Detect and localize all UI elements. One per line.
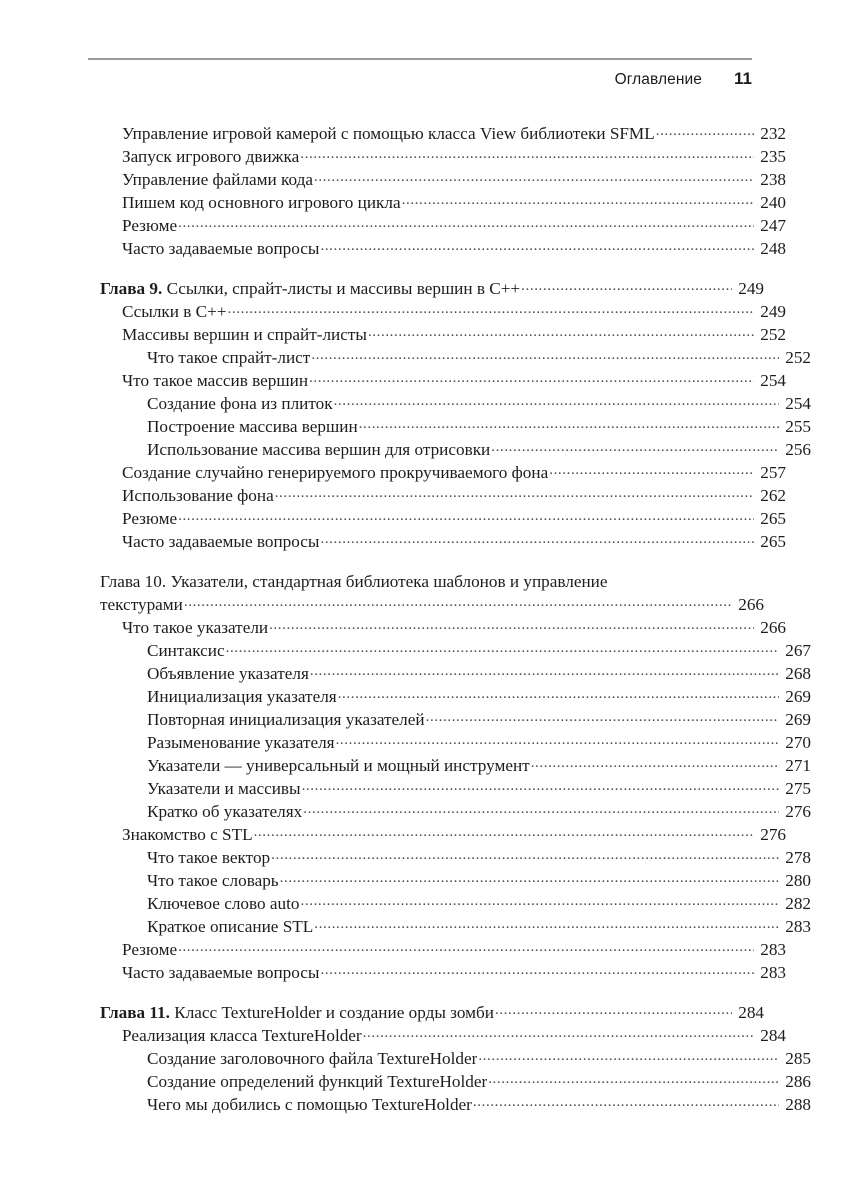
toc-entry-label: Чего мы добились с помощью TextureHolder [147, 1095, 472, 1114]
toc-entry[interactable] [88, 938, 786, 961]
toc-entry[interactable] [88, 415, 811, 438]
toc-dot-leader [310, 665, 779, 679]
toc-entry-label: Создание случайно генерируемого прокручиваемого фона [122, 463, 549, 482]
toc-entry[interactable] [88, 346, 811, 369]
toc-entry-label: Что такое указатели [122, 618, 269, 637]
toc-entry-label: Пишем код основного игрового цикла [122, 193, 401, 212]
toc-dot-leader [656, 125, 754, 139]
running-header [88, 58, 752, 89]
toc-entry-page-number: 283 [760, 963, 786, 982]
toc-entry-page-number: 235 [760, 147, 786, 166]
toc-entry-label: Массивы вершин и спрайт-листы [122, 325, 367, 344]
toc-dot-leader [303, 803, 779, 817]
toc-entry-label: Что такое массив вершин [122, 371, 309, 390]
toc-entry[interactable] [88, 639, 811, 662]
toc-group-chapter-9 [88, 277, 811, 553]
toc-entry[interactable] [88, 731, 811, 754]
toc-entry[interactable] [88, 484, 786, 507]
toc-entry-page-number: 252 [785, 348, 811, 367]
header-page-number: 11 [734, 69, 752, 88]
toc-dot-leader [426, 711, 779, 725]
toc-entry-page-number: 266 [738, 595, 764, 614]
header-line [88, 69, 752, 89]
toc-entry-label: Краткое описание STL [147, 917, 314, 936]
toc-entry-page-number: 266 [760, 618, 786, 637]
toc-entry[interactable] [88, 961, 786, 984]
toc-entry-page-number: 232 [760, 124, 786, 143]
toc-entry-label: Часто задаваемые вопросы [122, 239, 320, 258]
toc-entry-page-number: 283 [785, 917, 811, 936]
toc-entry[interactable] [88, 369, 786, 392]
toc-entry-label: Часто задаваемые вопросы [122, 532, 320, 551]
toc-entry-label-line1: Глава 10. Указатели, стандартная библиотека шаблонов и управление [100, 572, 608, 591]
toc-dot-leader [178, 217, 754, 231]
toc-entry-page-number: 269 [785, 687, 811, 706]
toc-group-chapter-8-tail [88, 122, 786, 260]
toc-dot-leader [271, 849, 779, 863]
toc-entry-page-number: 276 [760, 825, 786, 844]
toc-entry-label: Знакомство с STL [122, 825, 253, 844]
toc-entry-page-number: 270 [785, 733, 811, 752]
toc-entry-page-number: 271 [785, 756, 811, 775]
toc-entry-label: Что такое вектор [147, 848, 271, 867]
toc-dot-leader [178, 941, 754, 955]
toc-entry-page-number: 257 [760, 463, 786, 482]
toc-entry-page-number: 280 [785, 871, 811, 890]
toc-dot-leader [336, 734, 779, 748]
toc-dot-leader [184, 596, 732, 610]
toc-dot-leader [473, 1096, 779, 1110]
toc-dot-leader [491, 441, 779, 455]
toc-entry-label: Глава 11. Класс TextureHolder и создание орды зомби [100, 1003, 494, 1022]
toc-dot-leader [495, 1004, 732, 1018]
toc-entry-label: Построение массива вершин [147, 417, 358, 436]
toc-dot-leader [320, 533, 754, 547]
toc-dot-leader [228, 303, 754, 317]
toc-entry-label: Кратко об указателях [147, 802, 303, 821]
toc-dot-leader [302, 780, 779, 794]
table-of-contents [88, 122, 811, 1116]
toc-dot-leader [521, 280, 732, 294]
toc-dot-leader [549, 464, 754, 478]
toc-entry[interactable] [88, 1024, 786, 1047]
toc-entry[interactable] [88, 237, 786, 260]
toc-entry-page-number: 276 [785, 802, 811, 821]
toc-group-chapter-11 [88, 1001, 811, 1116]
toc-entry[interactable] [88, 1001, 764, 1024]
toc-dot-leader [311, 349, 779, 363]
toc-entry-label: Ключевое слово auto [147, 894, 300, 913]
toc-entry-label: Инициализация указателя [147, 687, 337, 706]
toc-chapter-prefix: Глава 11. [100, 1003, 170, 1022]
toc-entry-label: Глава 9. Ссылки, спрайт-листы и массивы вершин в C++ [100, 279, 521, 298]
toc-entry-page-number: 278 [785, 848, 811, 867]
toc-entry-page-number: 249 [738, 279, 764, 298]
toc-entry[interactable] [88, 168, 786, 191]
toc-entry-page-number: 240 [760, 193, 786, 212]
toc-entry[interactable] [88, 892, 811, 915]
toc-entry[interactable] [88, 685, 811, 708]
toc-dot-leader [368, 326, 754, 340]
toc-dot-leader [314, 918, 779, 932]
toc-entry-page-number: 248 [760, 239, 786, 258]
toc-dot-leader [320, 964, 754, 978]
toc-entry-page-number: 267 [785, 641, 811, 660]
toc-entry-page-number: 255 [785, 417, 811, 436]
toc-entry[interactable] [88, 1093, 811, 1116]
toc-entry[interactable] [88, 277, 764, 300]
toc-dot-leader [301, 895, 779, 909]
toc-dot-leader [320, 240, 754, 254]
toc-entry-label-line2 [100, 593, 764, 616]
toc-entry-page-number: 238 [760, 170, 786, 189]
toc-entry-label: Указатели и массивы [147, 779, 301, 798]
toc-entry-label: Создание заголовочного файла TextureHolder [147, 1049, 478, 1068]
toc-entry[interactable] [88, 214, 786, 237]
toc-dot-leader [478, 1050, 779, 1064]
toc-entry-label: Часто задаваемые вопросы [122, 963, 320, 982]
toc-entry-label: Объявление указателя [147, 664, 309, 683]
toc-entry[interactable] [88, 145, 786, 168]
toc-entry[interactable] [88, 754, 811, 777]
toc-entry-page-number: 265 [760, 509, 786, 528]
toc-entry[interactable] [88, 616, 786, 639]
toc-entry[interactable] [88, 915, 811, 938]
toc-entry[interactable] [88, 662, 811, 685]
toc-entry-label: Разыменование указателя [147, 733, 335, 752]
toc-entry[interactable] [88, 507, 786, 530]
toc-entry[interactable] [88, 300, 786, 323]
toc-entry-page-number: 283 [760, 940, 786, 959]
toc-entry-page-number: 252 [760, 325, 786, 344]
toc-dot-leader [280, 872, 779, 886]
toc-entry-page-number: 265 [760, 532, 786, 551]
toc-entry[interactable] [88, 708, 811, 731]
toc-entry-page-number: 254 [760, 371, 786, 390]
toc-entry-label: Резюме [122, 940, 178, 959]
toc-entry-label: текстурами [100, 595, 183, 614]
toc-entry-label: Синтаксис [147, 641, 225, 660]
toc-dot-leader [178, 510, 754, 524]
toc-entry-page-number: 268 [785, 664, 811, 683]
toc-entry[interactable] [88, 438, 811, 461]
toc-entry[interactable] [88, 530, 786, 553]
toc-dot-leader [254, 826, 754, 840]
toc-entry-page-number: 284 [760, 1026, 786, 1045]
toc-dot-leader [359, 418, 779, 432]
toc-chapter-prefix: Глава 10. [100, 572, 167, 591]
toc-entry-label: Реализация класса TextureHolder [122, 1026, 362, 1045]
toc-entry[interactable] [88, 823, 786, 846]
toc-entry-label: Резюме [122, 216, 178, 235]
toc-group-chapter-10 [88, 570, 811, 984]
toc-entry-label: Что такое спрайт-лист [147, 348, 311, 367]
toc-dot-leader [334, 395, 779, 409]
toc-entry-page-number: 284 [738, 1003, 764, 1022]
toc-entry-page-number: 262 [760, 486, 786, 505]
toc-entry[interactable] [88, 461, 786, 484]
toc-dot-leader [226, 642, 779, 656]
toc-entry-page-number: 275 [785, 779, 811, 798]
toc-entry-page-number: 256 [785, 440, 811, 459]
toc-entry-label: Управление игровой камерой с помощью класса View библиотеки SFML [122, 124, 655, 143]
toc-dot-leader [269, 619, 754, 633]
toc-dot-leader [531, 757, 779, 771]
toc-entry[interactable] [88, 122, 786, 145]
toc-dot-leader [275, 487, 754, 501]
toc-entry-label: Указатели — универсальный и мощный инструмент [147, 756, 530, 775]
toc-entry-label: Создание определений функций TextureHolder [147, 1072, 488, 1091]
toc-entry-page-number: 285 [785, 1049, 811, 1068]
toc-dot-leader [338, 688, 779, 702]
toc-dot-leader [488, 1073, 779, 1087]
toc-entry-page-number: 247 [760, 216, 786, 235]
toc-entry[interactable] [88, 392, 811, 415]
toc-dot-leader [309, 372, 754, 386]
header-title: Оглавление [614, 71, 702, 88]
toc-entry[interactable] [88, 800, 811, 823]
toc-entry-page-number: 282 [785, 894, 811, 913]
toc-entry-label: Ссылки в C++ [122, 302, 227, 321]
toc-entry[interactable] [88, 1047, 811, 1070]
toc-entry[interactable] [88, 777, 811, 800]
toc-entry-label: Резюме [122, 509, 178, 528]
toc-entry-label: Использование фона [122, 486, 274, 505]
toc-entry[interactable] [88, 570, 764, 616]
toc-entry-label: Создание фона из плиток [147, 394, 333, 413]
toc-entry-label: Повторная инициализация указателей [147, 710, 425, 729]
toc-entry-label: Управление файлами кода [122, 170, 313, 189]
toc-entry-page-number: 286 [785, 1072, 811, 1091]
toc-dot-leader [363, 1027, 754, 1041]
toc-entry[interactable] [88, 323, 786, 346]
header-divider [88, 58, 752, 60]
toc-entry[interactable] [88, 846, 811, 869]
toc-entry-label: Использование массива вершин для отрисовки [147, 440, 491, 459]
toc-entry-label: Запуск игрового движка [122, 147, 300, 166]
toc-entry[interactable] [88, 1070, 811, 1093]
toc-entry-page-number: 254 [785, 394, 811, 413]
toc-dot-leader [314, 171, 754, 185]
toc-entry-page-number: 288 [785, 1095, 811, 1114]
toc-entry-page-number: 249 [760, 302, 786, 321]
toc-chapter-prefix: Глава 9. [100, 279, 163, 298]
toc-entry[interactable] [88, 869, 811, 892]
toc-dot-leader [402, 194, 754, 208]
toc-entry-page-number: 269 [785, 710, 811, 729]
toc-entry-label: Что такое словарь [147, 871, 279, 890]
toc-dot-leader [300, 148, 754, 162]
toc-entry[interactable] [88, 191, 786, 214]
